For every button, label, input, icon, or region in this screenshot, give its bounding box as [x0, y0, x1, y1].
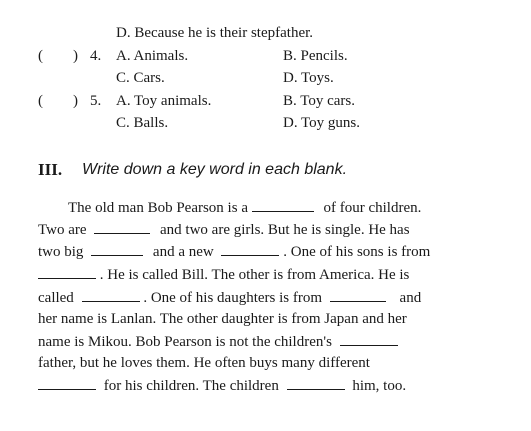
passage-text: called — [38, 290, 74, 306]
blank-1[interactable] — [252, 198, 314, 212]
passage-text: for his children. The children — [103, 378, 279, 394]
blank-5[interactable] — [38, 265, 96, 279]
q5-option-c: C. Balls. — [116, 115, 169, 131]
passage-text: and a new — [152, 244, 214, 260]
q5-option-d: D. Toy guns. — [283, 115, 361, 131]
q4-number: 4. — [90, 48, 102, 64]
passage-line-4 — [38, 265, 409, 284]
passage-line-3 — [38, 242, 430, 261]
q4-option-a: A. Animals. — [116, 48, 189, 64]
blank-7[interactable] — [330, 288, 386, 302]
passage-text: father, but he loves them. He often buys many different — [38, 355, 370, 371]
passage-text: . One of his daughters is from — [143, 290, 323, 306]
q4-answer-bracket[interactable]: ( ) — [38, 48, 78, 64]
blank-3[interactable] — [91, 242, 143, 256]
passage-text: two big — [38, 244, 84, 260]
q4-option-d: D. Toys. — [283, 70, 334, 86]
blank-10[interactable] — [287, 376, 345, 390]
passage-text: . One of his sons is from — [283, 244, 431, 260]
passage-text: of four children. — [323, 200, 422, 216]
passage-text: name is Mikou. Bob Pearson is not the children's — [38, 334, 332, 350]
blank-8[interactable] — [340, 332, 398, 346]
q4-option-c: C. Cars. — [116, 70, 165, 86]
passage-line-6 — [38, 310, 407, 328]
passage-line-5 — [38, 288, 421, 307]
q5-option-a: A. Toy animals. — [116, 93, 212, 109]
q5-answer-bracket[interactable]: ( ) — [38, 93, 78, 109]
passage-text: The old man Bob Pearson is a — [68, 200, 248, 216]
q3-option-d: D. Because he is their stepfather. — [116, 25, 314, 41]
passage-text: and two are girls. But he is single. He has — [160, 222, 410, 238]
blank-4[interactable] — [221, 242, 279, 256]
passage-text: her name is Lanlan. The other daughter is from Japan and her — [38, 311, 407, 327]
passage-text: and — [399, 290, 422, 306]
passage-text: Two are — [38, 222, 87, 238]
q4-option-b: B. Pencils. — [283, 48, 348, 64]
passage-line-9 — [38, 376, 406, 395]
passage-text: him, too. — [352, 378, 407, 394]
section-number: III. — [38, 160, 63, 179]
passage-line-2 — [38, 220, 410, 239]
passage-line-7 — [38, 332, 398, 351]
passage-text: . He is called Bill. The other is from America. He is — [99, 267, 410, 283]
passage-line-1 — [68, 198, 421, 217]
blank-6[interactable] — [82, 288, 140, 302]
blank-2[interactable] — [94, 220, 150, 234]
section-instruction: Write down a key word in each blank. — [82, 161, 348, 178]
q5-number: 5. — [90, 93, 102, 109]
blank-9[interactable] — [38, 376, 96, 390]
q5-option-b: B. Toy cars. — [283, 93, 355, 109]
passage-line-8 — [38, 354, 370, 372]
